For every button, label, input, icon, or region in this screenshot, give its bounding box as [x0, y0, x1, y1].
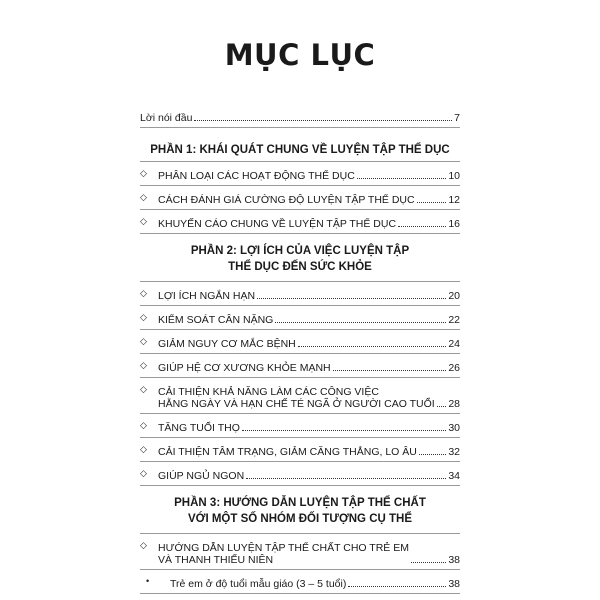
- toc-entry[interactable]: [140, 330, 460, 354]
- dot-leader: [348, 586, 446, 587]
- dot-leader: [417, 202, 447, 203]
- diamond-outline-icon: ◇: [140, 192, 147, 202]
- toc-entry[interactable]: [140, 378, 460, 414]
- entry-label: TĂNG TUỔI THỌ: [158, 422, 240, 434]
- entry-label: KHUYẾN CÁO CHUNG VỀ LUYỆN TẬP THỂ DỤC: [158, 218, 397, 230]
- toc-entry[interactable]: [140, 354, 460, 378]
- diamond-outline-icon: ◇: [140, 444, 147, 454]
- entry-label: CÁCH ĐÁNH GIÁ CƯỜNG ĐỘ LUYỆN TẬP THỂ DỤC: [158, 194, 415, 206]
- page-number: 20: [448, 290, 460, 302]
- toc-entry[interactable]: [140, 414, 460, 438]
- page-number: 22: [448, 314, 460, 326]
- diamond-outline-icon: ◇: [140, 216, 147, 226]
- entry-label: Trẻ em ở độ tuổi mẫu giáo (3 – 5 tuổi): [170, 578, 347, 590]
- entry-label: LỢI ÍCH NGẮN HẠN: [158, 290, 256, 302]
- entry-label: Lời nói đầu: [140, 112, 193, 124]
- diamond-outline-icon: ◇: [140, 384, 147, 394]
- diamond-outline-icon: ◇: [140, 336, 147, 346]
- section-heading-part-2: PHẦN 2: LỢI ÍCH CỦA VIỆC LUYỆN TẬP THỂ DỤC ĐẾN SỨC KHỎE: [140, 234, 460, 282]
- diamond-outline-icon: ◇: [140, 468, 147, 478]
- diamond-outline-icon: ◇: [140, 168, 147, 178]
- dot-leader: [333, 370, 447, 371]
- page-number: 38: [448, 554, 460, 566]
- page-number: 38: [448, 578, 460, 590]
- dot-leader: [242, 430, 446, 431]
- dot-leader: [298, 346, 447, 347]
- toc-entry[interactable]: [140, 210, 460, 234]
- dot-leader: [437, 406, 447, 407]
- diamond-outline-icon: ◇: [140, 420, 147, 430]
- page-number: 26: [448, 362, 460, 374]
- dot-leader: [246, 478, 446, 479]
- dot-bullet-icon: •: [146, 576, 150, 586]
- dot-leader: [257, 298, 446, 299]
- toc-entry[interactable]: [140, 306, 460, 330]
- toc-entry[interactable]: [140, 534, 460, 570]
- entry-label: GIÚP HỆ CƠ XƯƠNG KHỎE MẠNH: [158, 362, 331, 374]
- entry-label: PHÂN LOẠI CÁC HOẠT ĐỘNG THỂ DỤC: [158, 170, 355, 182]
- entry-label: KIỂM SOÁT CÂN NẶNG: [158, 314, 274, 326]
- page-number: 24: [448, 338, 460, 350]
- toc-entry-intro[interactable]: [140, 104, 460, 128]
- section-heading-part-1: PHẦN 1: KHÁI QUÁT CHUNG VỀ LUYỆN TẬP THỂ DỤC: [140, 128, 460, 162]
- page-number: 12: [448, 194, 460, 206]
- toc-entry[interactable]: [140, 186, 460, 210]
- dot-leader: [398, 226, 446, 227]
- toc-entry[interactable]: [140, 162, 460, 186]
- table-of-contents: [140, 104, 460, 594]
- dot-leader: [275, 322, 446, 323]
- dot-leader: [357, 178, 447, 179]
- page-number: 28: [448, 398, 460, 410]
- page-title: MỤC LỤC: [224, 38, 376, 72]
- entry-label: CẢI THIỆN TÂM TRẠNG, GIẢM CĂNG THẲNG, LO ÂU: [158, 446, 417, 458]
- entry-label: HƯỚNG DẪN LUYỆN TẬP THỂ CHẤT CHO TRẺ EM VÀ THANH THIẾU NIÊN: [158, 542, 409, 566]
- entry-label: CẢI THIỆN KHẢ NĂNG LÀM CÁC CÔNG VIỆC HẰNG NGÀY VÀ HẠN CHẾ TÉ NGÃ Ở NGƯỜI CAO TUỔI: [158, 386, 435, 410]
- toc-entry[interactable]: [140, 438, 460, 462]
- diamond-outline-icon: ◇: [140, 540, 147, 550]
- toc-entry[interactable]: [140, 282, 460, 306]
- diamond-outline-icon: ◇: [140, 360, 147, 370]
- page-number: 16: [448, 218, 460, 230]
- page-number: 32: [448, 446, 460, 458]
- diamond-outline-icon: ◇: [140, 288, 147, 298]
- page-number: 7: [454, 112, 460, 124]
- page-number: 30: [448, 422, 460, 434]
- dot-leader: [419, 454, 446, 455]
- page-number: 10: [448, 170, 460, 182]
- page-number: 34: [448, 470, 460, 482]
- toc-subentry[interactable]: [140, 570, 460, 594]
- toc-entry[interactable]: [140, 462, 460, 486]
- dot-leader: [411, 562, 446, 563]
- section-heading-part-3: PHẦN 3: HƯỚNG DẪN LUYỆN TẬP THỂ CHẤT VỚI MỘT SỐ NHÓM ĐỐI TƯỢNG CỤ THỂ: [140, 486, 460, 534]
- dot-leader: [194, 120, 452, 121]
- diamond-outline-icon: ◇: [140, 312, 147, 322]
- entry-label: GIẢM NGUY CƠ MẮC BỆNH: [158, 338, 296, 350]
- entry-label: GIÚP NGỦ NGON: [158, 470, 245, 482]
